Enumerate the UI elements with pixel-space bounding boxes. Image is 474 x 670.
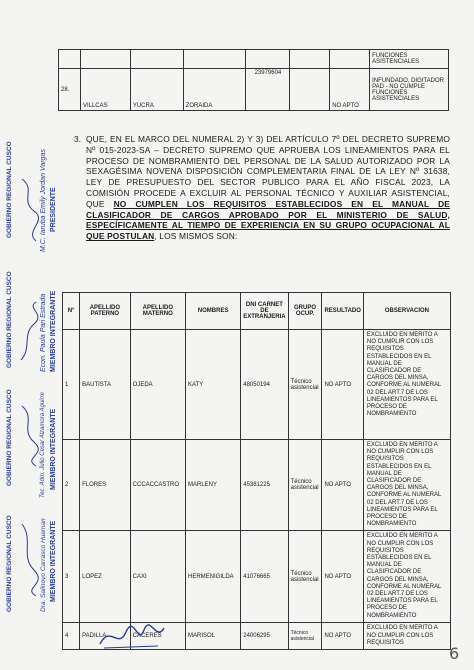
resolution-paragraph xyxy=(74,134,451,242)
header-num: N° xyxy=(63,293,80,330)
row-nombres: HERMENIGILDA xyxy=(186,531,241,623)
row-nombres: KATY xyxy=(186,330,241,440)
obs-cell: INFUNDADO, DIGITADOR PAD - NO CUMPLE FUNCIONES ASISTENCIALES xyxy=(370,69,449,111)
row-nombres: MARLENY xyxy=(186,440,241,531)
row-nombres: MARISOL xyxy=(186,623,241,650)
row-num: 2 xyxy=(63,440,80,531)
signature-mark xyxy=(18,175,40,245)
stamp-name-text: Tec. Adm. Julio Cesar Alzamora Aguirre xyxy=(40,392,46,498)
row-grupo: Técnico asistencial xyxy=(288,623,322,650)
row-num: 3 xyxy=(63,531,80,623)
stamp-role-text: PRESIDENTE xyxy=(50,187,57,232)
stamp-org-text: GOBIERNO REGIONAL CUSCO xyxy=(6,515,13,612)
materno-cell: YUCRA xyxy=(130,69,183,111)
row-paterno: PADILLA xyxy=(80,623,131,650)
num-cell: 28. xyxy=(59,69,81,111)
paterno-cell: VILLCAS xyxy=(80,69,130,111)
header-nombres: NOMBRES xyxy=(186,293,241,330)
row-grupo: Técnico asistencial xyxy=(288,531,322,623)
bottom-signature xyxy=(98,620,168,654)
row-paterno: LOPEZ xyxy=(80,531,131,623)
header-grupo: GRUPO OCUP. xyxy=(288,293,322,330)
row-materno: CCCACCASTRO xyxy=(130,440,185,531)
table-row xyxy=(63,440,451,531)
stamp-role-text: MIEMBRO INTEGRANTE xyxy=(50,520,57,602)
row-materno: CAXI xyxy=(130,531,185,623)
stamp-org-text: GOBIERNO REGIONAL CUSCO xyxy=(6,271,13,368)
row-num: 1 xyxy=(63,330,80,440)
stamp-name-text: Econ. Paula Pari Estrada xyxy=(40,293,47,372)
header-paterno: APELLIDO PATERNO xyxy=(80,293,131,330)
header-obs: OBSERVACION xyxy=(363,293,450,330)
table-header-row xyxy=(63,293,451,330)
row-obs: EXCLUIDO EN MERITO A NO CUMPLIR CON LOS REQUISITOS ESTABLECIDOS EN EL MANUAL DE CLASIFICADOR DE CARGOS DEL MINSA, CONFORME AL NUMERAL 02 DEL ART.7 DE LOS LINEAMIENTOS PARA EL PROCESO DE NOMBRAMIENTO xyxy=(363,330,450,440)
row-materno: CACERES xyxy=(130,623,185,650)
stamp-org-text: GOBIERNO REGIONAL CUSCO xyxy=(6,389,13,486)
header-resultado: RESULTADO xyxy=(322,293,363,330)
row-materno: OJEDA xyxy=(130,330,185,440)
row-obs: EXCLUIDO EN MERITO A NO CUMPLIR CON LOS REQUISITOS xyxy=(363,623,450,650)
row-paterno: BAUTISTA xyxy=(80,330,131,440)
row-num: 4 xyxy=(63,623,80,650)
paragraph-text-a: QUE, EN EL MARCO DEL NUMERAL 2) Y 3) DEL ARTÍCULO 7º DEL DECRETO SUPREMO Nº 015-2023-SA – DECRETO SUPREMO QUE APRUEBA LOS LINEAMIENTOS PARA EL PROCESO DE NOMBRAMIENTO DEL PERSONAL DE LA SALUD AUTORIZADO POR LA SEXAGÉSIMA NOVENA DISPOSICIÓN COMPLEMENTARIA FINAL DE LA LEY Nº 31638, LEY DE PRESUPUESTO DEL SECTOR PUBLICO PARA EL AÑO FISCAL 2023, LA COMISIÓN PROCEDE A EXCLUIR AL PERSONAL TÉCNICO Y AUXILIAR ASISTENCIAL, QUE xyxy=(86,134,450,209)
stamp-name-text: M.C. Iaruba Emily Jordan Vargas xyxy=(40,149,47,252)
row-grupo: Técnico asistencial xyxy=(288,330,322,440)
header-materno: APELLIDO MATERNO xyxy=(130,293,185,330)
row-resultado: NO APTO xyxy=(322,623,363,650)
row-paterno: FLORES xyxy=(80,440,131,531)
table-row xyxy=(59,69,449,111)
paragraph-text-c: , LOS MISMOS SON: xyxy=(154,231,238,242)
signature-mark xyxy=(18,400,40,470)
page-number: 6 xyxy=(449,644,460,663)
obs-cell: FUNCIONES ASISTENCIALES xyxy=(370,50,449,69)
table-row xyxy=(63,330,451,440)
row-resultado: NO APTO xyxy=(322,330,363,440)
stamp-role-text: MIEMBRO INTEGRANTE xyxy=(50,408,57,490)
stamp-org-text: GOBIERNO REGIONAL CUSCO xyxy=(6,141,13,238)
resultado-cell: NO APTO xyxy=(330,69,370,111)
signature-mark xyxy=(18,520,40,600)
signature-mark xyxy=(18,300,40,370)
row-resultado: NO APTO xyxy=(322,531,363,623)
row-dni: 48050194 xyxy=(241,330,288,440)
row-obs: EXCLUIDO EN MERITO A NO CUMPLIR CON LOS REQUISITOS ESTABLECIDOS EN EL MANUAL DE CLASIFICADOR DE CARGOS DEL MINSA, CONFORME AL NUMERAL 02 DEL ART.7 DE LOS LINEAMIENTOS PARA EL PROCESO DE NOMBRAMIENTO xyxy=(363,440,450,531)
row-obs: EXCLUIDO EN MERITO A NO CUMPLIR CON LOS REQUISITOS ESTABLECIDOS EN EL MANUAL DE CLASIFICADOR DE CARGOS DEL MINSA, CONFORME AL NUMERAL 02 DEL ART.7 DE LOS LINEAMIENTOS PARA EL PROCESO DE NOMBRAMIENTO xyxy=(363,531,450,623)
stamp-name-text: Dra. Salinovo Carrasco Huaman xyxy=(40,518,47,612)
paragraph-text-emphasis: NO CUMPLEN LOS REQUISITOS ESTABLECIDOS EN EL MANUAL DE CLASIFICADOR DE CARGOS APROBADO POR EL MINISTERIO DE SALUD, ESPECÍFICAMENTE AL TIEMPO DE EXPERIENCIA EN SU GRUPO OCUPACIONAL AL QUE POSTULAN xyxy=(86,198,451,242)
row-dni: 24006295 xyxy=(241,623,288,650)
top-table xyxy=(58,49,449,111)
stamp-role-text: MIEMBRO INTEGRANTE xyxy=(50,290,57,372)
row-dni: 41076665 xyxy=(241,531,288,623)
table-row xyxy=(59,50,449,69)
nombres-cell: ZORAIDA xyxy=(183,69,246,111)
dni-cell: 23979604 xyxy=(246,69,290,111)
header-dni: DNI CARNET DE EXTRANJERIA xyxy=(241,293,288,330)
table-row xyxy=(63,531,451,623)
row-grupo: Técnico asistencial xyxy=(288,440,322,531)
row-resultado: NO APTO xyxy=(322,440,363,531)
excluded-personnel-table xyxy=(62,292,451,650)
row-dni: 45381225 xyxy=(241,440,288,531)
paragraph-number: 3. xyxy=(74,134,82,144)
